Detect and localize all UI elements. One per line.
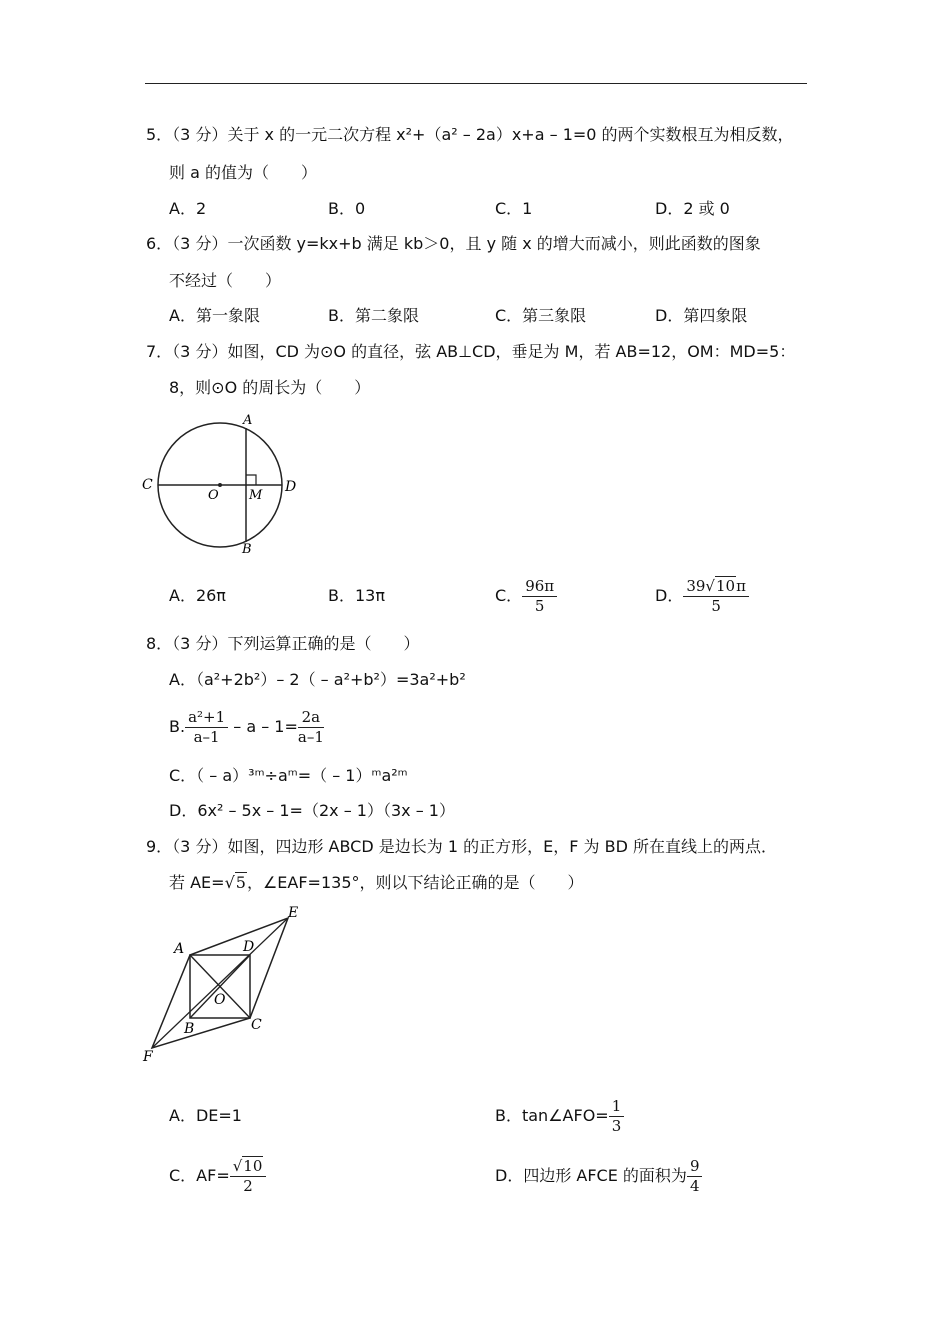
q9-c-den: 2 bbox=[243, 1176, 253, 1195]
label-c: C bbox=[142, 477, 153, 493]
q5-option-d[interactable]: D．2 或 0 bbox=[655, 199, 730, 218]
q7-option-d-label: D． bbox=[655, 586, 684, 605]
label-d: D bbox=[285, 479, 297, 495]
label-f: F bbox=[143, 1049, 153, 1065]
q9-option-b-label: B．tan∠AFO= bbox=[495, 1106, 609, 1125]
q6-option-c[interactable]: C．第三象限 bbox=[495, 306, 587, 325]
q8-option-b-label: B. bbox=[169, 717, 186, 736]
q9-option-b[interactable] bbox=[495, 1095, 624, 1137]
q7-d-denominator: 5 bbox=[711, 596, 721, 615]
q9-b-fraction bbox=[609, 1096, 625, 1135]
q7-c-numerator: 96π bbox=[522, 579, 557, 597]
sqrt-symbol: √10 bbox=[232, 1156, 263, 1175]
q7-d-pi: π bbox=[736, 576, 746, 595]
label-c: C bbox=[251, 1017, 262, 1033]
q8-option-c[interactable]: C．（ – a）³ᵐ÷aᵐ=（ – 1）ᵐa²ᵐ bbox=[169, 766, 408, 785]
q8-option-a[interactable]: A．（a²+2b²）– 2（ – a²+b²）=3a²+b² bbox=[169, 670, 466, 689]
q9-stem-pre: 若 AE= bbox=[169, 873, 225, 892]
q5-stem-line1: 5．（3 分）关于 x 的一元二次方程 x²+（a² – 2a）x+a – 1=0 的两个实数根互为相反数， bbox=[146, 125, 794, 144]
q5-stem-line2: 则 a 的值为（ ） bbox=[169, 163, 317, 182]
q8-option-d[interactable]: D．6x² – 5x – 1=（2x – 1）（3x – 1） bbox=[169, 801, 455, 820]
q7-option-a[interactable]: A．26π bbox=[169, 586, 226, 605]
label-o: O bbox=[214, 992, 226, 1008]
q7-stem-line1: 7．（3 分）如图，CD 为⊙O 的直径，弦 AB⊥CD，垂足为 M，若 AB=12，OM：MD=5： bbox=[146, 342, 796, 361]
q9-b-num: 1 bbox=[609, 1099, 625, 1117]
q5-option-b[interactable]: B．0 bbox=[328, 199, 366, 218]
q9-option-c-label: C．AF= bbox=[169, 1166, 230, 1185]
label-a: A bbox=[243, 413, 253, 428]
header-rule bbox=[145, 83, 807, 84]
sqrt-symbol: √10 bbox=[705, 576, 736, 595]
q6-option-b[interactable]: B．第二象限 bbox=[328, 306, 419, 325]
q9-option-a[interactable]: A．DE=1 bbox=[169, 1106, 242, 1125]
q9-stem-line2 bbox=[169, 875, 584, 891]
q9-option-c[interactable] bbox=[169, 1155, 266, 1197]
q7-stem-line2: 8，则⊙O 的周长为（ ） bbox=[169, 378, 371, 397]
label-o: O bbox=[208, 488, 219, 503]
q5-option-a[interactable]: A．2 bbox=[169, 199, 207, 218]
q9-c-radicand: 10 bbox=[243, 1156, 263, 1175]
q9-c-fraction bbox=[230, 1156, 267, 1195]
q7-option-d-fraction bbox=[683, 576, 749, 615]
q9-option-d[interactable] bbox=[495, 1155, 702, 1197]
q9-d-num: 9 bbox=[687, 1159, 703, 1177]
label-b: B bbox=[184, 1021, 195, 1037]
q7-circle-figure bbox=[138, 405, 308, 560]
q6-option-a[interactable]: A．第一象限 bbox=[169, 306, 260, 325]
q8-option-b[interactable] bbox=[169, 707, 324, 747]
right-angle-mark bbox=[246, 475, 256, 485]
label-b: B bbox=[242, 542, 252, 557]
q6-option-d[interactable]: D．第四象限 bbox=[655, 306, 748, 325]
q5-option-c[interactable]: C．1 bbox=[495, 199, 533, 218]
label-e: E bbox=[288, 905, 299, 921]
q9-rhombus-figure bbox=[138, 900, 313, 1070]
q9-d-den: 4 bbox=[689, 1176, 700, 1195]
q8-b-num-1: a²+1 bbox=[185, 710, 228, 728]
q8-stem: 8．（3 分）下列运算正确的是（ ） bbox=[146, 634, 420, 653]
q9-stem-line1: 9．（3 分）如图，四边形 ABCD 是边长为 1 的正方形，E，F 为 BD 所在直线上的两点． bbox=[146, 837, 777, 856]
q6-stem-line1: 6．（3 分）一次函数 y=kx+b 满足 kb＞0，且 y 随 x 的增大而减小，则此函数的图象 bbox=[146, 234, 761, 253]
q9-b-den: 3 bbox=[611, 1116, 622, 1135]
label-m: M bbox=[249, 488, 263, 503]
q7-option-d[interactable] bbox=[655, 575, 749, 617]
q8-b-den-2: a–1 bbox=[297, 727, 324, 746]
label-a: A bbox=[174, 941, 185, 957]
q7-d-radicand: 10 bbox=[715, 576, 736, 595]
line-ef bbox=[152, 918, 288, 1048]
q7-option-c-label: C． bbox=[495, 586, 523, 605]
q8-b-fraction-1 bbox=[185, 707, 228, 746]
q9-d-fraction bbox=[687, 1156, 703, 1195]
q8-b-fraction-2 bbox=[297, 707, 324, 746]
center-dot bbox=[218, 483, 222, 487]
q7-c-denominator: 5 bbox=[534, 596, 545, 615]
label-d: D bbox=[243, 939, 255, 955]
q7-option-c[interactable] bbox=[495, 575, 557, 617]
q7-option-c-fraction bbox=[522, 576, 557, 615]
q8-b-middle: – a – 1= bbox=[228, 717, 298, 736]
q9-stem-post: ，∠EAF=135°，则以下结论正确的是（ ） bbox=[246, 873, 584, 892]
q7-d-coef: 39 bbox=[686, 576, 706, 595]
sqrt-symbol: √5 bbox=[224, 873, 246, 892]
q7-option-b[interactable]: B．13π bbox=[328, 586, 385, 605]
q9-stem-radicand: 5 bbox=[235, 873, 246, 892]
q8-b-den-1: a–1 bbox=[193, 727, 220, 746]
q9-option-d-label: D．四边形 AFCE 的面积为 bbox=[495, 1166, 687, 1185]
q6-stem-line2: 不经过（ ） bbox=[169, 271, 282, 290]
q8-b-num-2: 2a bbox=[298, 710, 324, 728]
